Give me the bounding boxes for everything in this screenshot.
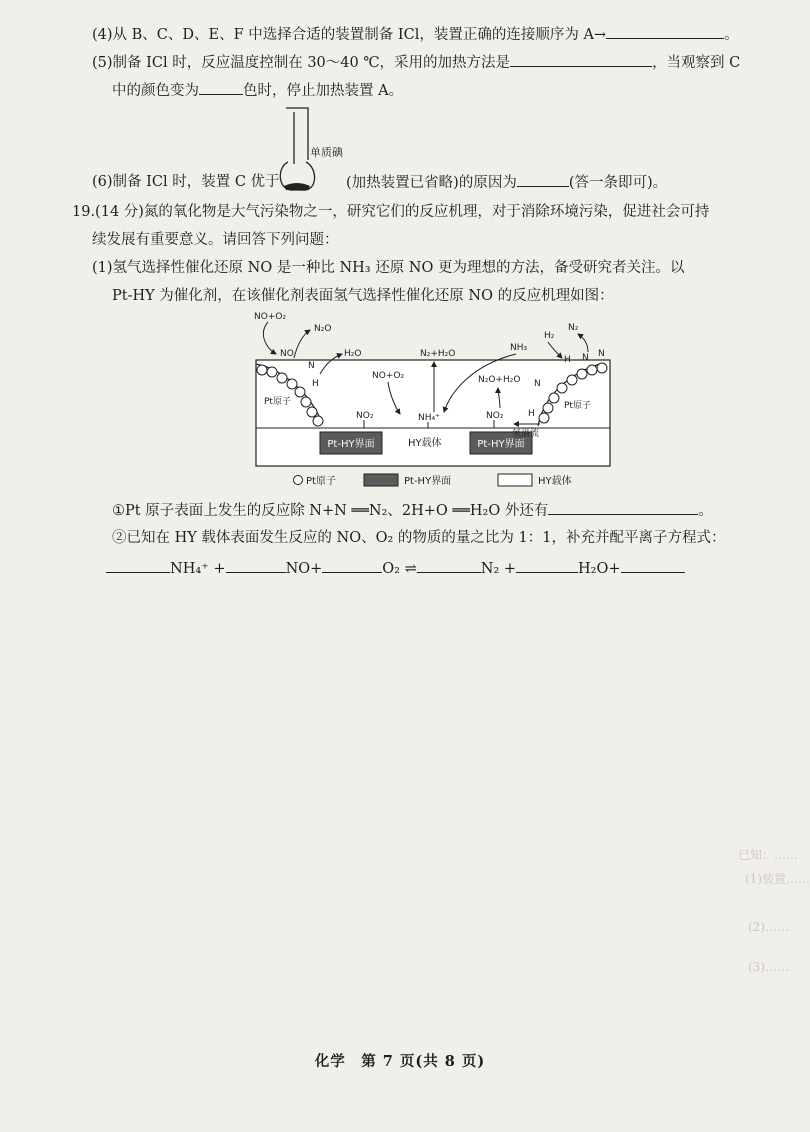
bleed-text: (3)…… bbox=[748, 960, 789, 974]
answer-blank[interactable] bbox=[606, 24, 724, 39]
label-n-right: N bbox=[582, 353, 589, 363]
page-footer: 化学 第 7 页(共 8 页) bbox=[314, 1053, 486, 1070]
label-no2-left: NO₂ bbox=[356, 411, 374, 421]
question-4-text: (4)从 B、C、D、E、F 中选择合适的装置制备 ICl，装置正确的连接顺序为 A→ bbox=[92, 27, 607, 43]
question-19-stem-2: 续发展有重要意义。请回答下列问题： bbox=[92, 232, 339, 248]
equation-term-3: O₂ ⇌ bbox=[382, 561, 417, 577]
equation-term-5: H₂O+ bbox=[578, 561, 621, 577]
equation-term-4: N₂ + bbox=[480, 561, 517, 577]
question-6-cont bbox=[346, 172, 667, 193]
label-n-right-2: N bbox=[598, 349, 605, 359]
reaction-mechanism-diagram bbox=[248, 308, 618, 490]
legend-hy: HY载体 bbox=[538, 476, 572, 487]
label-hydrogen-spillover: 氢溢流 bbox=[512, 429, 540, 439]
label-h-right: H bbox=[564, 355, 571, 365]
label-nh4: NH₄⁺ bbox=[418, 413, 440, 423]
sub-question-1-end: 。 bbox=[698, 503, 713, 519]
pt-atom-left-label: Pt原子 bbox=[264, 397, 291, 407]
question-6 bbox=[92, 172, 280, 192]
question-5-line-2 bbox=[112, 80, 403, 101]
label-n: N bbox=[308, 361, 315, 371]
legend-pt-atom: Pt原子 bbox=[306, 476, 336, 487]
pt-hy-interface-right-label: Pt-HY界面 bbox=[477, 439, 525, 450]
sub-question-1-text: ①Pt 原子表面上发生的反应除 N+N ══N₂、2H+O ══H₂O 外还有 bbox=[112, 503, 549, 519]
question-5 bbox=[92, 52, 740, 73]
label-h2: H₂ bbox=[544, 331, 555, 341]
equation-term-2: NO+ bbox=[285, 561, 323, 577]
coefficient-blank[interactable] bbox=[226, 558, 286, 573]
ionic-equation bbox=[106, 558, 685, 579]
label-no2-right: NO₂ bbox=[486, 411, 504, 421]
answer-blank[interactable] bbox=[548, 500, 698, 515]
coefficient-blank[interactable] bbox=[322, 558, 382, 573]
sub-question-2: ②已知在 HY 载体表面发生反应的 NO、O₂ 的物质的量之比为 1：1，补充并配平离子方程式： bbox=[112, 530, 726, 546]
question-6-text-3: (答一条即可)。 bbox=[568, 175, 668, 191]
question-19-part1: (1)氢气选择性催化还原 NO 是一种比 NH₃ 还原 NO 更为理想的方法，备受研究者关注。以 bbox=[92, 260, 685, 276]
coefficient-blank[interactable] bbox=[106, 558, 170, 573]
coefficient-blank[interactable] bbox=[417, 558, 481, 573]
bleed-text: (2)…… bbox=[748, 920, 789, 934]
label-n2-h2o: N₂+H₂O bbox=[420, 349, 456, 359]
equation-term-1: NH₄⁺ + bbox=[170, 561, 226, 577]
product-blank[interactable] bbox=[621, 558, 685, 573]
label-n2o-top: N₂O bbox=[314, 324, 332, 334]
label-no-o2-top: NO+O₂ bbox=[254, 312, 287, 322]
question-19-stem: 19.(14 分)氮的氧化物是大气污染物之一，研究它们的反应机理，对于消除环境污染，促进社会可持 bbox=[72, 204, 710, 220]
question-5-text: (5)制备 ICl 时，反应温度控制在 30～40 ℃，采用的加热方法是 bbox=[92, 55, 511, 71]
iodine-label: 单质碘 bbox=[310, 146, 343, 159]
label-no: NO bbox=[280, 349, 294, 359]
label-h-left: H bbox=[312, 379, 319, 389]
question-5-text-2: ，当观察到 C bbox=[652, 55, 741, 71]
pt-atom-right-label: Pt原子 bbox=[564, 401, 591, 411]
label-n2: N₂ bbox=[568, 323, 579, 333]
question-6-text-2: (加热装置已省略)的原因为 bbox=[346, 175, 517, 191]
bleed-text: (1)装置…… bbox=[745, 872, 810, 886]
label-h-right-2: H bbox=[528, 409, 535, 419]
legend-pt-hy: Pt-HY界面 bbox=[404, 476, 452, 487]
question-4-end: 。 bbox=[724, 27, 739, 43]
question-6-text: (6)制备 ICl 时，装置 C 优于 bbox=[92, 174, 280, 190]
question-5-text-4: 色时，停止加热装置 A。 bbox=[243, 83, 404, 99]
answer-blank[interactable] bbox=[199, 80, 243, 95]
label-n-right-3: N bbox=[534, 379, 541, 389]
label-no-o2-mid: NO+O₂ bbox=[372, 371, 405, 381]
hy-support-label: HY载体 bbox=[408, 438, 442, 449]
coefficient-blank[interactable] bbox=[516, 558, 578, 573]
label-h2o: H₂O bbox=[344, 349, 362, 359]
question-19-part1-2: Pt-HY 为催化剂，在该催化剂表面氢气选择性催化还原 NO 的反应机理如图： bbox=[112, 288, 614, 304]
answer-blank[interactable] bbox=[517, 172, 569, 187]
pt-hy-interface-left-label: Pt-HY界面 bbox=[327, 439, 375, 450]
sub-question-1 bbox=[112, 500, 713, 521]
question-4 bbox=[92, 24, 739, 45]
answer-blank[interactable] bbox=[510, 52, 652, 67]
bleed-text: 已知：…… bbox=[738, 848, 799, 862]
label-nh3: NH₃ bbox=[510, 343, 528, 353]
apparatus-c-diagram bbox=[272, 102, 352, 194]
question-5-text-3: 中的颜色变为 bbox=[112, 83, 199, 99]
label-n2o-h2o: N₂O+H₂O bbox=[478, 375, 521, 385]
